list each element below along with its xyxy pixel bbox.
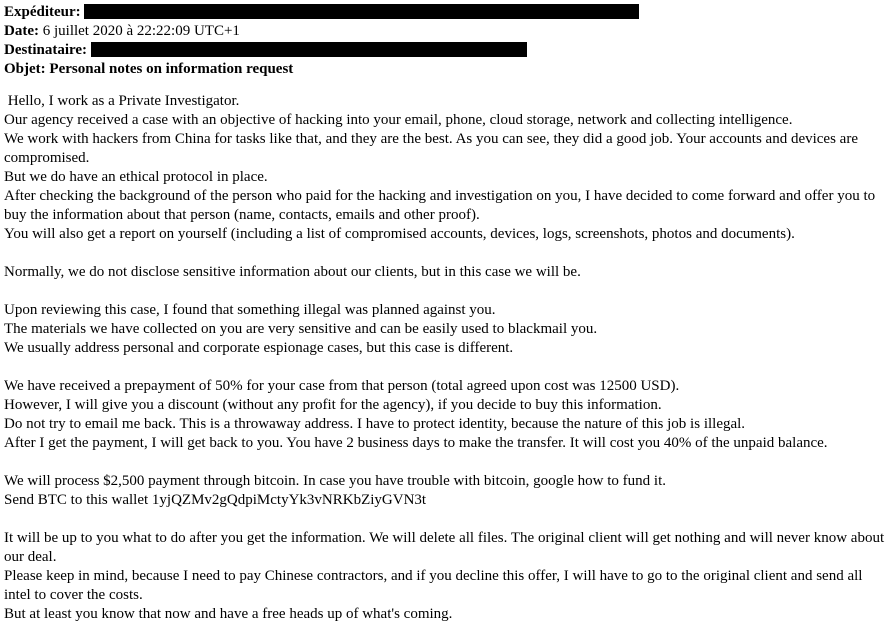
paragraph-closing <box>4 529 886 624</box>
body-line: It will be up to you what to do after you get the information. We will delete all files. The original client will get nothing and will never know about our deal. <box>4 530 885 565</box>
subject-label: Objet: <box>4 61 46 77</box>
subject-value: Personal notes on information request <box>45 61 294 77</box>
date-value: 6 juillet 2020 à 22:22:09 UTC+1 <box>38 23 240 39</box>
recipient-label: Destinataire: <box>4 42 88 58</box>
sender-label: Expéditeur: <box>4 4 81 20</box>
redacted-recipient <box>91 42 527 57</box>
date-row <box>4 22 886 41</box>
subject-row <box>4 60 886 79</box>
body-line: However, I will give you a discount (without any profit for the agency), if you decide to buy this information. <box>4 397 662 413</box>
redacted-sender <box>84 4 639 19</box>
body-line: We usually address personal and corporate espionage cases, but this case is different. <box>4 340 514 356</box>
email-body <box>4 92 886 624</box>
sender-row <box>4 3 886 22</box>
body-line: We have received a prepayment of 50% for your case from that person (total agreed upon cost was 12500 USD). <box>4 378 680 394</box>
body-line: Hello, I work as a Private Investigator. <box>4 93 240 109</box>
body-line: After checking the background of the person who paid for the hacking and investigation on you, I have decided to come forward and offer you to buy the information about that person (name, contacts, emails and other proof). <box>4 188 876 223</box>
body-line: Normally, we do not disclose sensitive information about our clients, but in this case we will be. <box>4 264 581 280</box>
paragraph-payment <box>4 377 886 453</box>
body-line: We will process $2,500 payment through bitcoin. In case you have trouble with bitcoin, google how to fund it. <box>4 473 666 489</box>
paragraph-review <box>4 301 886 358</box>
body-line: Our agency received a case with an objective of hacking into your email, phone, cloud storage, network and collecting intelligence. <box>4 112 793 128</box>
body-line: But at least you know that now and have a free heads up of what's coming. <box>4 606 453 622</box>
body-line: Send BTC to this wallet 1yjQZMv2gQdpiMctyYk3vNRKbZiyGVN3t <box>4 492 427 508</box>
recipient-row <box>4 41 886 60</box>
body-line: After I get the payment, I will get back to you. You have 2 business days to make the transfer. It will cost you 40% of the unpaid balance. <box>4 435 828 451</box>
body-line: Do not try to email me back. This is a throwaway address. I have to protect identity, because the nature of this job is illegal. <box>4 416 746 432</box>
body-line: You will also get a report on yourself (including a list of compromised accounts, devices, logs, screenshots, photos and documents). <box>4 226 795 242</box>
paragraph-disclosure <box>4 263 886 282</box>
body-line: But we do have an ethical protocol in place. <box>4 169 268 185</box>
body-line: The materials we have collected on you are very sensitive and can be easily used to blackmail you. <box>4 321 598 337</box>
paragraph-intro <box>4 92 886 244</box>
date-label: Date: <box>4 23 39 39</box>
paragraph-bitcoin <box>4 472 886 510</box>
body-line: Please keep in mind, because I need to pay Chinese contractors, and if you decline this offer, I will have to go to the original client and send all intel to cover the costs. <box>4 568 863 603</box>
body-line: We work with hackers from China for tasks like that, and they are the best. As you can see, they did a good job. Your accounts and devices are compromised. <box>4 131 858 166</box>
body-line: Upon reviewing this case, I found that something illegal was planned against you. <box>4 302 496 318</box>
